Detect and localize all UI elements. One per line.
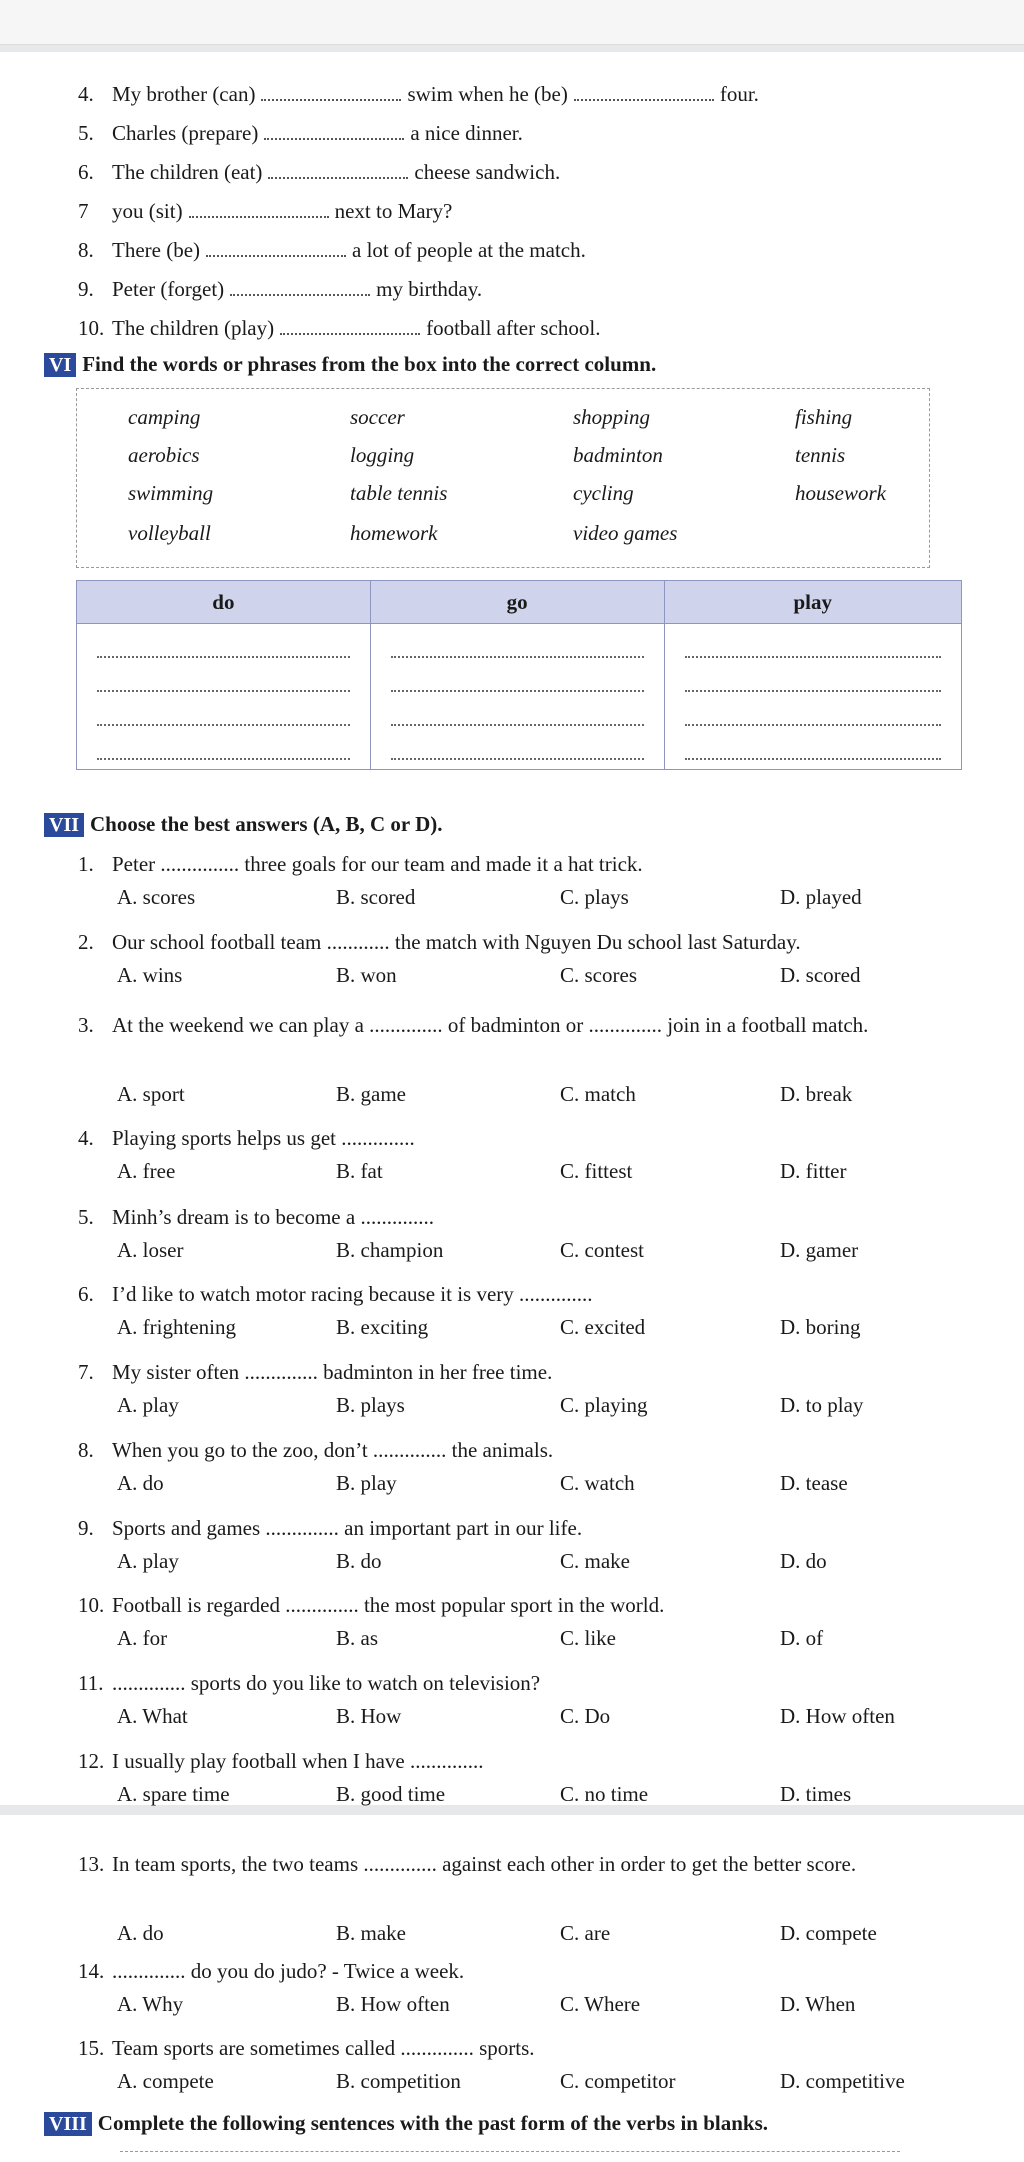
answer-option[interactable]: A. wins <box>117 963 183 987</box>
answer-option[interactable]: D. How often <box>780 1704 895 1728</box>
answer-option[interactable]: D. gamer <box>780 1238 859 1262</box>
answer-option[interactable]: D. break <box>780 1082 853 1106</box>
word: volleyball <box>128 521 211 545</box>
question-text: 5. Minh’s dream is to become a .............. <box>78 1205 434 1229</box>
answer-option[interactable]: B. How often <box>336 1992 450 2016</box>
ex7-badge: VII <box>44 813 84 837</box>
question-text: 8. When you go to the zoo, don’t .............. the animals. <box>78 1438 554 1462</box>
ex5-item: 8. There (be) a lot of people at the match. <box>78 238 586 262</box>
answer-option[interactable]: B. champion <box>336 1238 444 1262</box>
answer-option[interactable]: A. for <box>117 1626 168 1650</box>
col-header-play: play <box>664 581 961 624</box>
answer-option[interactable]: A. free <box>117 1159 176 1183</box>
answer-option[interactable]: D. competitive <box>780 2069 905 2093</box>
answer-option[interactable]: B. play <box>336 1471 397 1495</box>
answer-option[interactable]: C. contest <box>560 1238 644 1262</box>
word: table tennis <box>350 481 448 505</box>
answer-option[interactable]: C. excited <box>560 1315 646 1339</box>
answer-option[interactable]: D. to play <box>780 1393 864 1417</box>
question-text: 11. .............. sports do you like to watch on television? <box>78 1671 541 1695</box>
answer-option[interactable]: D. scored <box>780 963 861 987</box>
answer-option[interactable]: C. plays <box>560 885 629 909</box>
answer-option[interactable]: B. How <box>336 1704 402 1728</box>
answer-option[interactable]: D. do <box>780 1549 827 1573</box>
col-header-do: do <box>77 581 371 624</box>
answer-option[interactable]: C. are <box>560 1921 611 1945</box>
answer-option[interactable]: C. Do <box>560 1704 611 1728</box>
answer-option[interactable]: C. playing <box>560 1393 648 1417</box>
col-header-go: go <box>370 581 664 624</box>
word: cycling <box>573 481 634 505</box>
word-box <box>76 388 930 568</box>
answer-option[interactable]: A. do <box>117 1921 164 1945</box>
answer-option[interactable]: A. Why <box>117 1992 184 2016</box>
question-text: 7. My sister often .............. badminton in her free time. <box>78 1360 553 1384</box>
answer-option[interactable]: B. competition <box>336 2069 461 2093</box>
answer-option[interactable]: A. play <box>117 1549 179 1573</box>
answer-option[interactable]: C. scores <box>560 963 637 987</box>
answer-option[interactable]: B. plays <box>336 1393 405 1417</box>
answer-option[interactable]: D. of <box>780 1626 824 1650</box>
worksheet-page-continued <box>0 1815 1024 2162</box>
answer-option[interactable]: A. scores <box>117 885 196 909</box>
answer-option[interactable]: D. boring <box>780 1315 861 1339</box>
answer-option[interactable]: C. like <box>560 1626 616 1650</box>
question-text: 13. In team sports, the two teams .............. against each other in order to get the better score. <box>78 1852 857 1876</box>
question-text: 6. I’d like to watch motor racing because it is very .............. <box>78 1282 593 1306</box>
answer-option[interactable]: A. loser <box>117 1238 184 1262</box>
word: logging <box>350 443 415 467</box>
answer-option[interactable]: C. make <box>560 1549 630 1573</box>
question-text: 14. .............. do you do judo? - Twice a week. <box>78 1959 465 1983</box>
answer-option[interactable]: B. exciting <box>336 1315 429 1339</box>
question-text: 15. Team sports are sometimes called .............. sports. <box>78 2036 535 2060</box>
answer-option[interactable]: D. compete <box>780 1921 877 1945</box>
ex5-item: 9. Peter (forget) my birthday. <box>78 277 483 301</box>
answer-option[interactable]: D. tease <box>780 1471 848 1495</box>
answer-option[interactable]: A. spare time <box>117 1782 230 1806</box>
question-text: 9. Sports and games .............. an important part in our life. <box>78 1516 583 1540</box>
answer-option[interactable]: B. good time <box>336 1782 446 1806</box>
answer-cell[interactable] <box>77 624 371 770</box>
ex5-item: 4. My brother (can) swim when he (be) four. <box>78 82 759 106</box>
ex6-badge: VI <box>44 353 76 377</box>
word: aerobics <box>128 443 200 467</box>
word: camping <box>128 405 201 429</box>
answer-option[interactable]: D. When <box>780 1992 856 2016</box>
answer-option[interactable]: B. make <box>336 1921 406 1945</box>
question-text: 2. Our school football team ............ the match with Nguyen Du school last Saturday. <box>78 930 801 954</box>
ex8-badge: VIII <box>44 2112 92 2136</box>
answer-option[interactable]: C. no time <box>560 1782 649 1806</box>
question-text: 3. At the weekend we can play a .............. of badminton or .............. join in a football match. <box>78 1013 869 1037</box>
answer-option[interactable]: C. watch <box>560 1471 635 1495</box>
question-text: 12. I usually play football when I have .............. <box>78 1749 484 1773</box>
ex5-item: 5. Charles (prepare) a nice dinner. <box>78 121 523 145</box>
answer-option[interactable]: A. sport <box>117 1082 185 1106</box>
worksheet-page <box>0 52 1024 1805</box>
question-text: 4. Playing sports helps us get .............. <box>78 1126 415 1150</box>
sort-table <box>76 580 962 770</box>
question-text: 10. Football is regarded .............. the most popular sport in the world. <box>78 1593 665 1617</box>
ex6-heading: VI Find the words or phrases from the box into the correct column. <box>44 352 656 377</box>
answer-cell[interactable] <box>664 624 961 770</box>
answer-option[interactable]: C. match <box>560 1082 636 1106</box>
answer-option[interactable]: A. do <box>117 1471 164 1495</box>
ex8-heading: VIII Complete the following sentences with the past form of the verbs in blanks. <box>44 2111 768 2136</box>
ex5-item: 6. The children (eat) cheese sandwich. <box>78 160 561 184</box>
answer-option[interactable]: B. game <box>336 1082 406 1106</box>
answer-option[interactable]: C. competitor <box>560 2069 676 2093</box>
word: soccer <box>350 405 405 429</box>
page-top-fragment <box>0 0 1024 45</box>
word: shopping <box>573 405 651 429</box>
ex7-heading: VII Choose the best answers (A, B, C or D). <box>44 812 443 837</box>
answer-option[interactable]: C. fittest <box>560 1159 633 1183</box>
word: housework <box>795 481 886 505</box>
answer-option[interactable]: C. Where <box>560 1992 641 2016</box>
question-text: 1. Peter ............... three goals for our team and made it a hat trick. <box>78 852 643 876</box>
word: video games <box>573 521 678 545</box>
answer-option[interactable]: B. won <box>336 963 397 987</box>
word: badminton <box>573 443 663 467</box>
word: homework <box>350 521 438 545</box>
answer-option[interactable]: D. played <box>780 885 862 909</box>
answer-option[interactable]: B. as <box>336 1626 378 1650</box>
ex5-item: 10. The children (play) football after school. <box>78 316 601 340</box>
answer-option[interactable]: B. do <box>336 1549 382 1573</box>
answer-option[interactable]: A. play <box>117 1393 179 1417</box>
ex5-item: 7 you (sit) next to Mary? <box>78 199 453 223</box>
word: tennis <box>795 443 846 467</box>
word: fishing <box>795 405 853 429</box>
answer-option[interactable]: B. fat <box>336 1159 383 1183</box>
answer-option[interactable]: D. fitter <box>780 1159 847 1183</box>
answer-option[interactable]: A. compete <box>117 2069 214 2093</box>
answer-option[interactable]: B. scored <box>336 885 416 909</box>
answer-option[interactable]: A. What <box>117 1704 188 1728</box>
answer-option[interactable]: A. frightening <box>117 1315 236 1339</box>
word: swimming <box>128 481 214 505</box>
answer-option[interactable]: D. times <box>780 1782 852 1806</box>
answer-cell[interactable] <box>370 624 664 770</box>
